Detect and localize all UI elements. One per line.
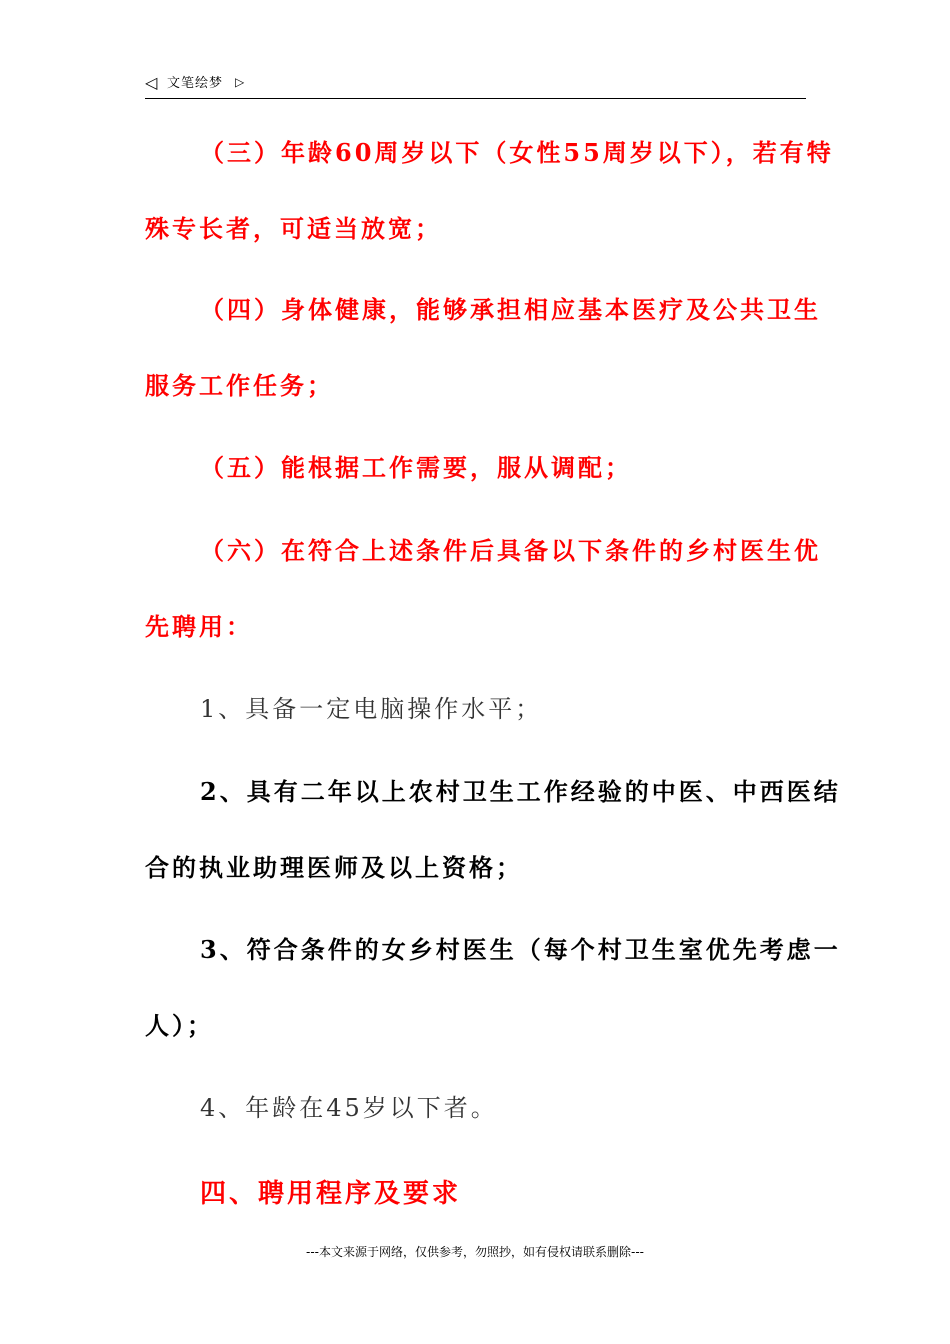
list-item-3-line-2: 人）； — [145, 1011, 214, 1040]
paragraph-3-line-2: 殊专长者，可适当放宽； — [145, 214, 442, 243]
list-item-1: 1、具备一定电脑操作水平； — [200, 695, 543, 723]
section-heading: 四、聘用程序及要求 — [200, 1179, 462, 1209]
paragraph-4-line-1: （四）身体健康，能够承担相应基本医疗及公共卫生 — [200, 295, 821, 324]
page-footer: ---本文来源于网络，仅供参考，勿照抄，如有侵权请联系删除--- — [306, 1245, 644, 1259]
list-item-3-line-1: 3、符合条件的女乡村医生（每个村卫生室优先考虑一 — [200, 935, 841, 964]
paragraph-4-line-2: 服务工作任务； — [145, 371, 334, 400]
left-triangle-icon: ◁ — [145, 73, 158, 92]
paragraph-6-line-2: 先聘用： — [145, 612, 253, 641]
list-item-4: 4、年龄在45岁以下者。 — [200, 1094, 498, 1122]
page-header — [145, 72, 806, 99]
list-item-2-line-2: 合的执业助理医师及以上资格； — [145, 853, 523, 882]
paragraph-3-line-1: （三）年龄60周岁以下（女性55周岁以下），若有特 — [200, 138, 834, 167]
header-brand: 文笔绘梦 — [167, 76, 224, 91]
paragraph-5-line-1: （五）能根据工作需要，服从调配； — [200, 453, 632, 482]
list-item-2-line-1: 2、具有二年以上农村卫生工作经验的中医、中西医结 — [200, 777, 841, 806]
right-triangle-icon: ▷ — [235, 75, 245, 89]
paragraph-6-line-1: （六）在符合上述条件后具备以下条件的乡村医生优 — [200, 536, 821, 565]
